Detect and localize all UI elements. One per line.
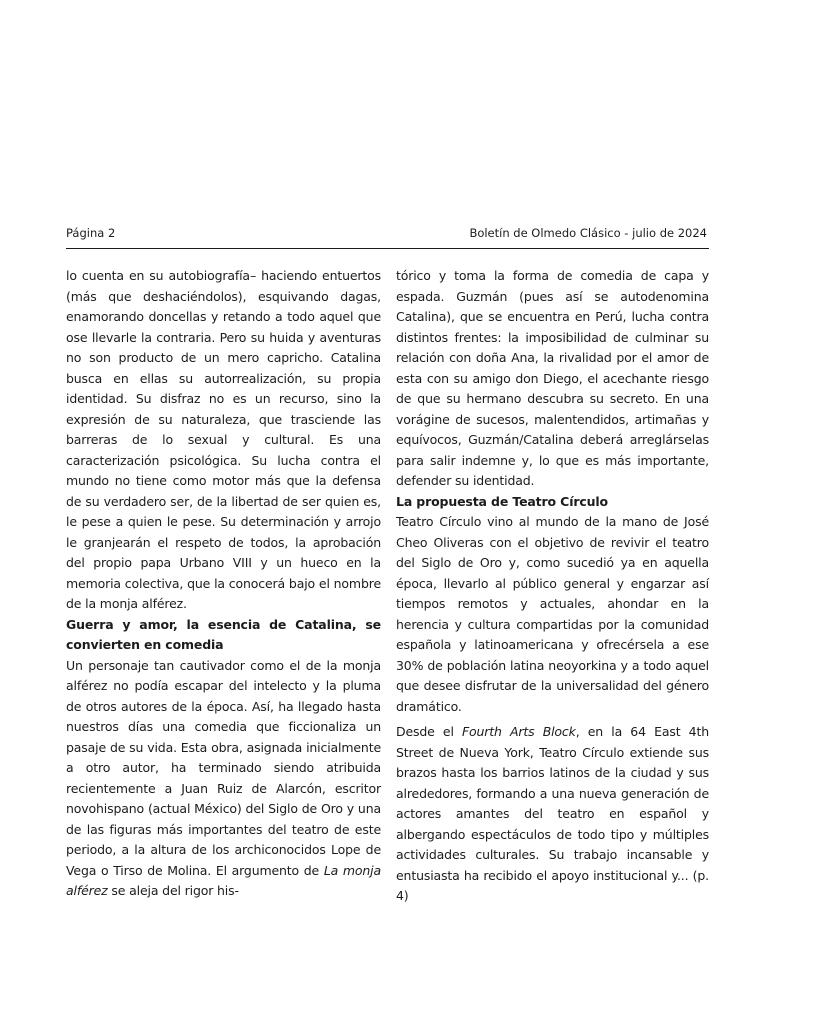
publication-info: [469, 225, 707, 241]
header-rule: [66, 248, 709, 249]
section-heading-teatro-circulo: La propuesta de Teatro Círculo: [396, 493, 608, 509]
right-paragraph-2: Teatro Círculo vino al mundo de la mano de José Cheo Oliveras con el objetivo de revivir el teatro del Siglo de Oro y, como sucedió ya en aquella época, llevarlo al público general y engarzar así tiempos remotos y actuales, ahondar en la herencia y cultura compartidas por la comunidad española y latinoamericana y ofrecérsela a ese 30% de población latina neoyorkina y a todo aquel que desee disfrutar de la universalidad del género dramático.: [396, 514, 709, 714]
right-paragraph-3-start: Desde el: [396, 724, 462, 739]
right-paragraph-1: tórico y toma la forma de comedia de capa y espada. Guzmán (pues así se autodenomina Catalina), que se encuentra en Perú, lucha contra distintos frentes: la imposibilidad de culminar su relación con doña Ana, la rivalidad por el amor de esta con su amigo don Diego, el acechante riesgo de que su hermano descubra su secreto. En una vorágine de sucesos, malentendidos, artimañas y equívocos, Guzmán/Catalina deberá arreglárselas para salir indemne y, lo que es más importante, defender su identidad.: [396, 268, 709, 488]
header-separator: -: [620, 226, 633, 240]
page-number: Página 2: [66, 226, 116, 240]
section-heading-guerra-y-amor: Guerra y amor, la esencia de Catalina, se convierten en comedia: [66, 616, 381, 652]
left-column: [66, 266, 381, 902]
venue-name-italic: Fourth Arts Block: [461, 724, 576, 739]
right-column: [396, 266, 709, 907]
left-paragraph-1: lo cuenta en su autobiografía– haciendo entuertos (más que deshaciéndolos), esquivando dagas, enamorando doncellas y retando a todo aquel que ose llevarle la contraria. Pero su huida y aventuras no son producto de un mero capricho. Catalina busca en ellas su autorrealización, su propia identidad. Su disfraz no es un recurso, sino la expresión de su naturaleza, que trasciende las barreras de lo sexual y cultural. Es una caracterización psicológica. Su lucha contra el mundo no tiene como motor más que la defensa de su verdadero ser, de la libertad de ser quien es, le pese a quien le pese. Su determinación y arrojo le granjearán el respeto de todos, la aprobación del propio papa Urbano VIII y un hueco en la memoria colectiva, que la conocerá bajo el nombre de la monja alférez.: [66, 268, 381, 611]
work-title-italic: La monja alférez: [66, 862, 382, 898]
page-header: [66, 225, 709, 247]
right-paragraph-3-end: , en la 64 East 4th Street de Nueva York, Teatro Círculo extiende sus brazos hasta los barrios latinos de la ciudad y sus alrededores, formando a una nueva generación de actores amantes del teatro en español y albergando espectáculos de todo tipo y múltiples actividades culturales. Su trabajo incansable y entusiasta ha recibido el apoyo institucional y... (p. 4): [396, 724, 710, 903]
publication-date: julio de 2024: [632, 226, 707, 240]
right-paragraph-3: [396, 722, 709, 907]
left-paragraph-2: [66, 656, 381, 902]
left-paragraph-2-end: se aleja del rigor his-: [107, 883, 239, 898]
publication-title: Boletín de Olmedo Clásico: [469, 226, 621, 240]
left-paragraph-2-text: Un personaje tan cautivador como el de la monja alférez no podía escapar del intelecto y la pluma de otros autores de la época. Así, ha llegado hasta nuestros días una comedia que ficcionaliza un pasaje de su vida. Esta obra, asignada inicialmente a otro autor, ha terminado siendo atribuida recientemente a Juan Ruiz de Alarcón, escritor novohispano (actual México) del Siglo de Oro y una de las figuras más importantes del teatro de este periodo, a la altura de los archiconocidos Lope de Vega o Tirso de Molina. El argumento de: [66, 657, 381, 878]
